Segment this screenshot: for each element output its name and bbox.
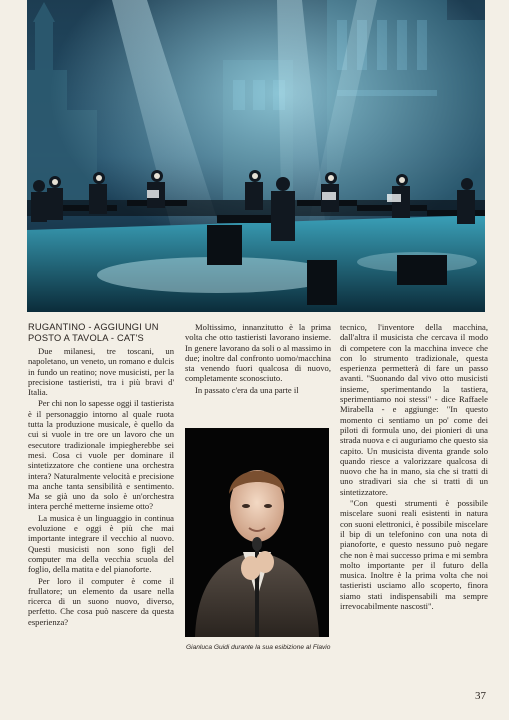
article-column-3 — [340, 322, 488, 611]
article-column-1 — [28, 322, 174, 627]
paragraph: Per chi non lo sapesse oggi il tastierista è il personaggio intorno al quale ruota tutta la produzione musicale, è quello da cui si vuole in tre ore un lavoro che un esecutore tradizionale impiegherebbe sei mesi. Cosa ci vuole per dominare il sintetizzatore che contiene una orchestra intera? Naturalmente velocità e precisione ma anche tanta sensibilità e sentimento. Ma se già uno da solo è un'orchestra intera perché metterne insieme otto? — [28, 398, 174, 512]
paragraph: "Con questi strumenti è possibile miscelare suoni reali esistenti in natura con suoni elettronici, è possibile miscelare il bip di un telefonino con una nota di pianoforte, e questo nessuno può negare che non è mai successo prima e mi sembra molto importante per il futuro della musica. Inoltre è la prima volta che noi tastieristi usciamo allo scoperto, finora siamo stati indispensabili ma sempre irrevocabilmente nascosti". — [340, 498, 488, 612]
paragraph: Moltissimo, innanzitutto è la prima volta che otto tastieristi lavorano insieme. In genere lavorano da soli o al massimo in due; inoltre dal confronto uomo/macchina sta venendo fuori qualcosa di nuovo, completamente sconosciuto. — [185, 322, 331, 384]
paragraph: Due milanesi, tre toscani, un napoletano, un veneto, un romano e dulcis in fundo un reatino; nove musicisti, per la precisione tastieristi, tra i più bravi d' Italia. — [28, 346, 174, 398]
photo-caption: Gianluca Guidi durante la sua esibizione al Flavio — [186, 644, 331, 651]
article-column-2 — [185, 322, 331, 395]
concert-stage-photo — [27, 0, 485, 312]
singer-portrait-photo — [185, 428, 329, 637]
page-number: 37 — [475, 690, 486, 702]
paragraph: tecnico, l'inventore della macchina, dall'altra il musicista che cercava il modo di competere con la macchina invece che con lo strumento tradizionale, questa esperienza permetterà di fare un passo avanti. "Suonando dal vivo otto musicisti insieme, sperimentando la tastiera, sperimentiamo noi stessi" - dice Raffaele Mirabella - e aggiunge: "In questo momento ci sentiamo un po' come dei piloti di formula uno, dei pionieri di una strada nuova e ci auguriamo che questo sia capito. Un musicista diventa grande solo quando riesce a valorizzare qualcosa di nuovo che ha in mano, sia che si tratti di uno stradivari sia che si tratti di un sintetizzatore. — [340, 322, 488, 497]
article-heading: RUGANTINO - AGGIUNGI UN POSTO A TAVOLA - CAT'S — [28, 322, 159, 343]
paragraph: Per loro il computer è come il frullatore; un elemento da usare nella ricerca di un suono nuovo, diverso, perfetto. Che cosa può nascere da questa esperienza? — [28, 575, 174, 627]
paragraph: In passato c'era da una parte il — [195, 384, 299, 395]
paragraph: La musica è un linguaggio in continua evoluzione e oggi è più che mai importante integrare il vecchio al nuovo. Questi musicisti non sono figli del computer ma della vecchia scuola del foglio, della matita e del pianoforte. — [28, 512, 174, 575]
